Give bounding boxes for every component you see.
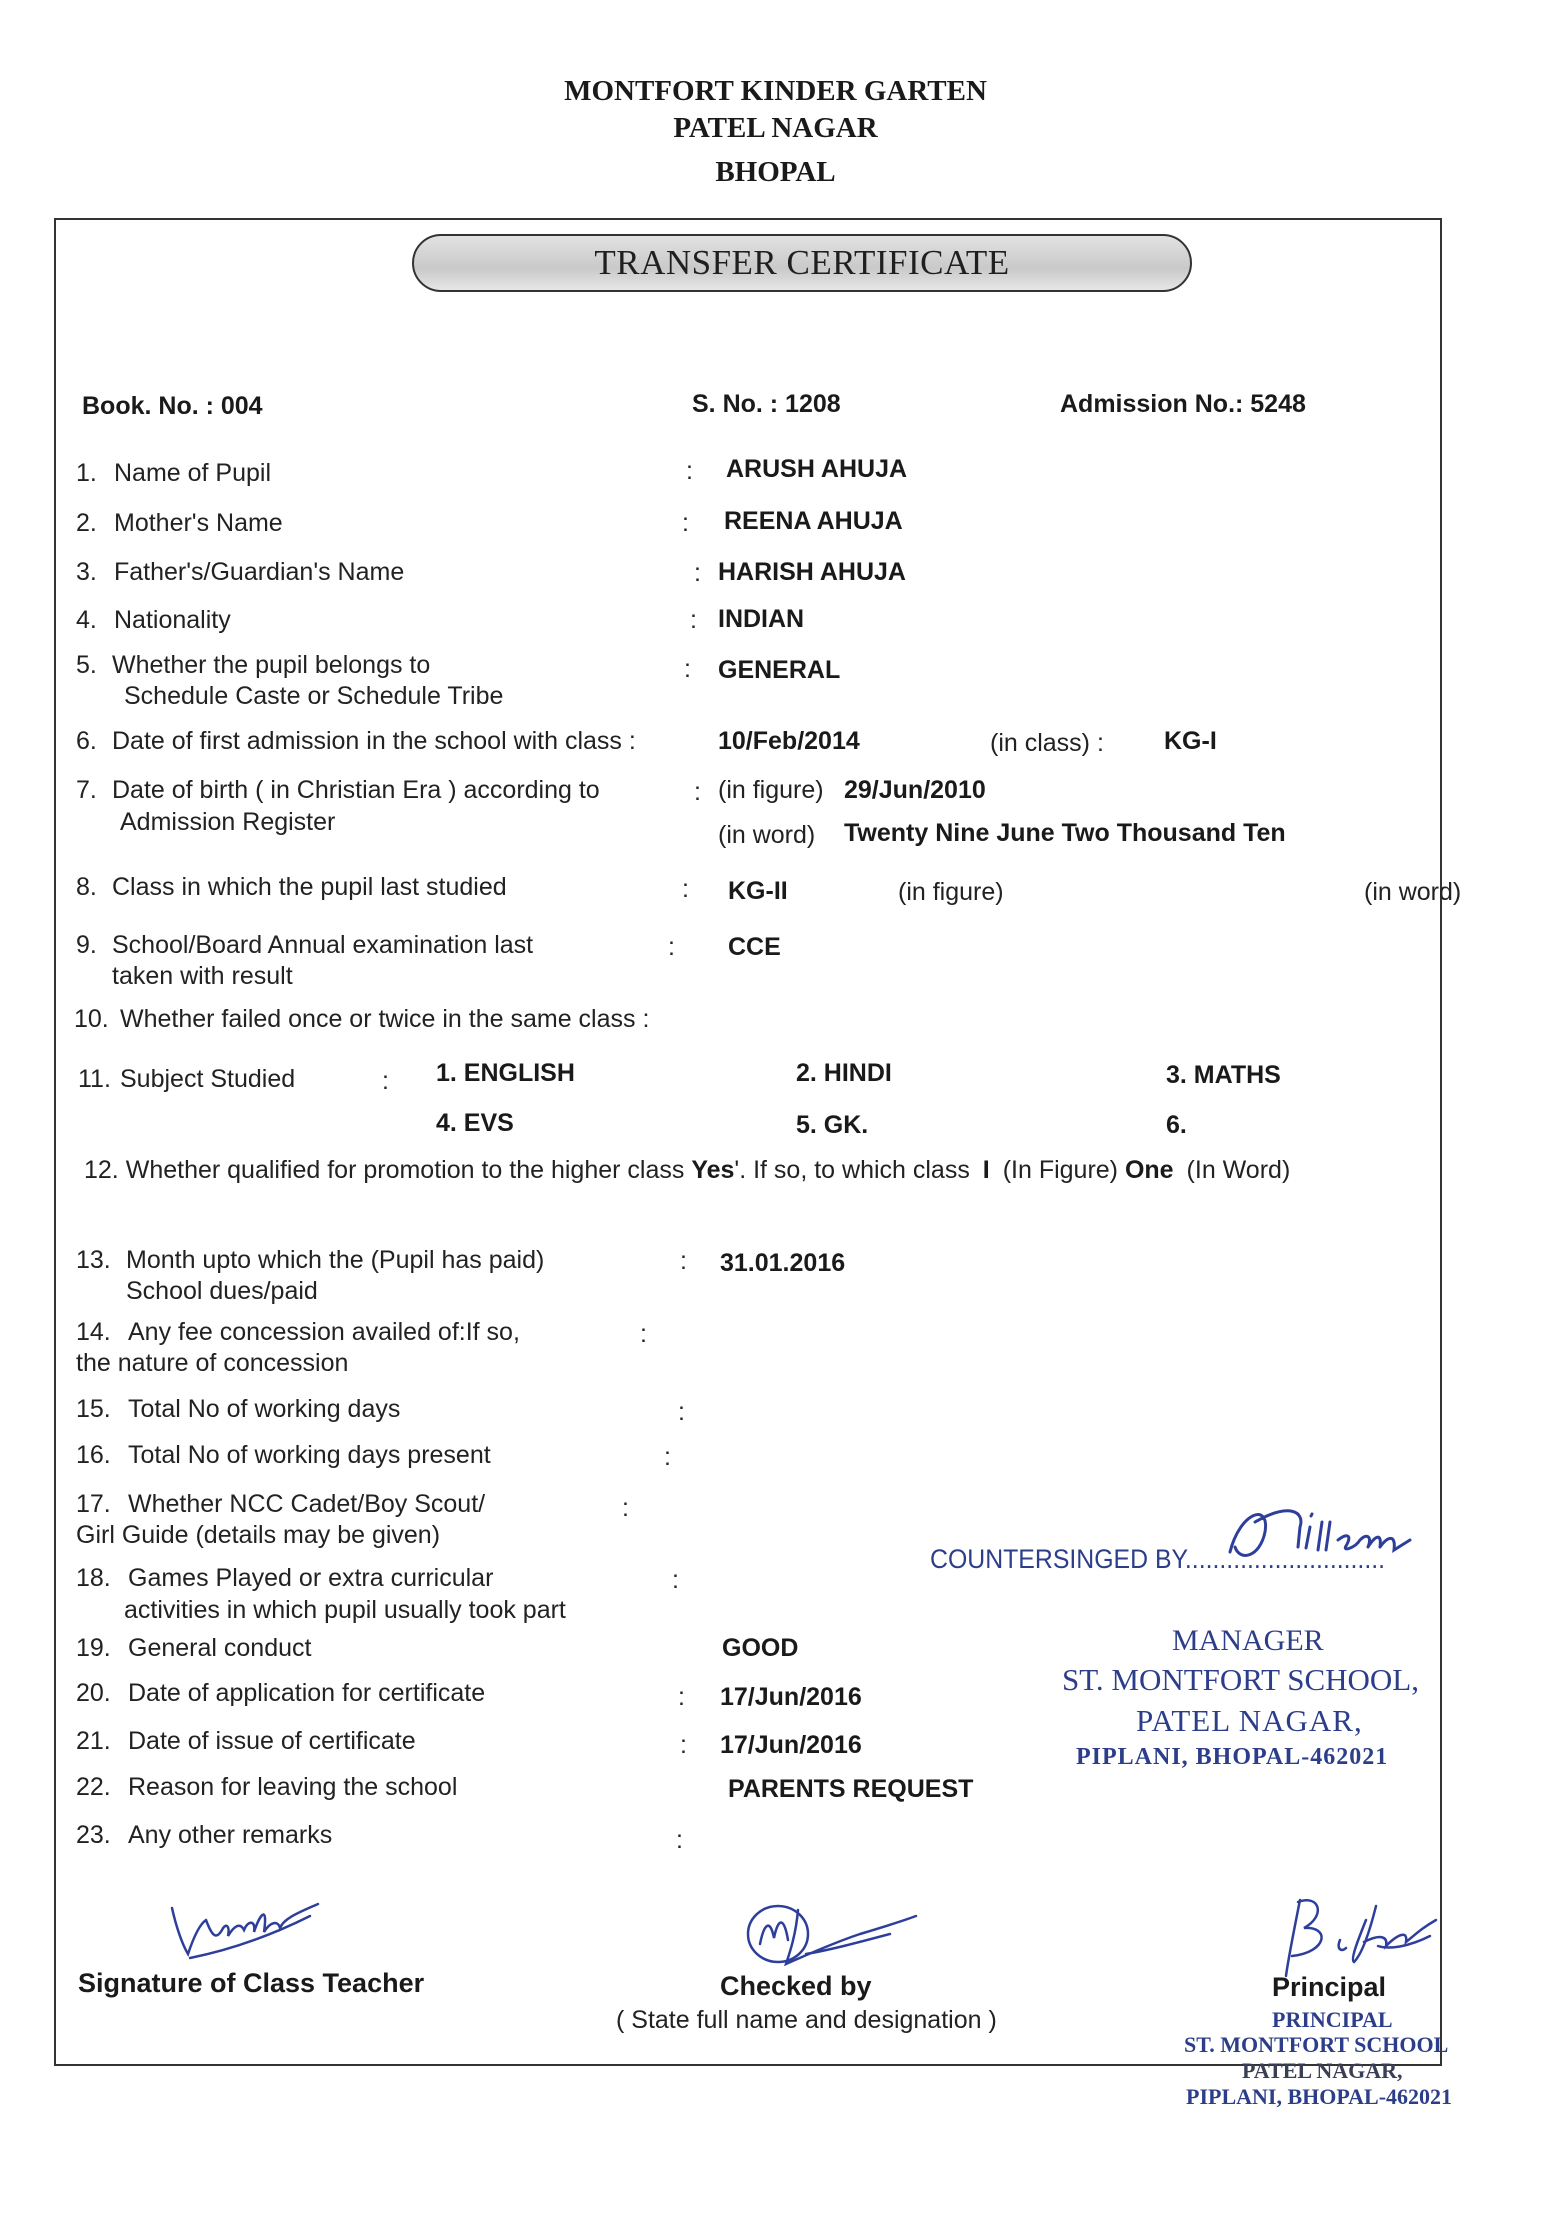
manager-stamp-title: MANAGER [1172,1624,1324,1657]
item-16-colon: : [664,1443,671,1471]
item-17-label-line2: Girl Guide (details may be given) [76,1521,441,1549]
item-7-number: 7. [76,776,97,804]
item-8-number: 8. [76,873,97,901]
item-15-label: Total No of working days [128,1395,401,1423]
subject-3: 3. MATHS [1166,1061,1281,1089]
principal-stamp-title: PRINCIPAL [1272,2007,1393,2032]
checked-by-signature [740,1894,920,1976]
item-3-label: Father's/Guardian's Name [114,558,405,586]
item-4-number: 4. [76,606,97,634]
guardian-name: HARISH AHUJA [718,558,906,586]
item-20-label: Date of application for certificate [128,1679,486,1707]
dob-in-figure-label: (in figure) [718,776,824,804]
item-10-label: Whether failed once or twice in the same class : [120,1005,650,1033]
mother-name: REENA AHUJA [724,507,903,535]
item-17-number: 17. [76,1490,111,1518]
principal-signature [1270,1890,1450,1980]
application-date: 17/Jun/2016 [720,1683,862,1711]
item-1-label: Name of Pupil [114,459,272,487]
item-16-number: 16. [76,1441,111,1469]
item-3-colon: : [694,559,701,587]
item-15-colon: : [678,1398,685,1426]
dues-paid-upto: 31.01.2016 [720,1249,846,1277]
admission-class: KG-I [1164,727,1217,755]
item-18-number: 18. [76,1564,111,1592]
class-teacher-signature-label: Signature of Class Teacher [78,1968,425,1998]
promotion-in-word-label: (In Word) [1186,1156,1291,1184]
last-class: KG-II [728,877,788,905]
item-4-colon: : [690,606,697,634]
principal-stamp-city: PIPLANI, BHOPAL-462021 [1186,2084,1453,2109]
promotion-class-word: One [1124,1156,1174,1184]
leaving-reason: PARENTS REQUEST [728,1775,974,1803]
item-1-number: 1. [76,459,97,487]
principal-stamp-school: ST. MONTFORT SCHOOL [1184,2032,1449,2057]
item-17-colon: : [622,1494,629,1522]
dob-in-word-label: (in word) [718,821,816,849]
category-value: GENERAL [718,656,841,684]
item-9-colon: : [668,933,675,961]
item-16-label: Total No of working days present [128,1441,491,1469]
item-9-number: 9. [76,931,97,959]
item-14-number: 14. [76,1318,111,1346]
serial-number: S. No. : 1208 [692,390,841,418]
item-20-number: 20. [76,1679,111,1707]
item-5-label: Whether the pupil belongs to [112,651,431,679]
item-22-number: 22. [76,1773,111,1801]
item-12-number: 12. [84,1156,119,1184]
admission-date: 10/Feb/2014 [718,727,860,755]
countersigned-stamp: COUNTERSINGED BY............................. [930,1544,1386,1574]
principal-label: Principal [1272,1972,1387,2002]
dob-figure: 29/Jun/2010 [844,776,986,804]
book-number: Book. No. : 004 [82,392,263,420]
item-21-label: Date of issue of certificate [128,1727,416,1755]
item-5-number: 5. [76,651,97,679]
school-area: PATEL NAGAR [673,112,878,144]
item-15-number: 15. [76,1395,111,1423]
item-18-label-line2: activities in which pupil usually took part [124,1596,566,1624]
dob-words: Twenty Nine June Two Thousand Ten [844,819,1286,847]
manager-stamp-school: ST. MONTFORT SCHOOL, [1062,1662,1419,1697]
item-9-label-line2: taken with result [112,962,293,990]
general-conduct: GOOD [722,1634,799,1662]
promotion-in-figure-label: (In Figure) [1002,1156,1119,1184]
item-14-label-line2: the nature of concession [76,1349,349,1377]
item-14-colon: : [640,1320,647,1348]
item-7-label: Date of birth ( in Christian Era ) according to [112,776,600,804]
item-19-label: General conduct [128,1634,312,1662]
item-2-label: Mother's Name [114,509,283,537]
item-18-label: Games Played or extra curricular [128,1564,494,1592]
item-19-number: 19. [76,1634,111,1662]
nationality-value: INDIAN [718,605,805,633]
item-12 [84,1156,1290,1185]
item-5-colon: : [684,655,691,683]
item-13-colon: : [680,1247,687,1275]
item-11-label: Subject Studied [120,1065,296,1093]
item-8-colon: : [682,875,689,903]
issue-date: 17/Jun/2016 [720,1731,862,1759]
item-17-label: Whether NCC Cadet/Boy Scout/ [128,1490,486,1518]
item-9-label: School/Board Annual examination last [112,931,534,959]
item-18-colon: : [672,1566,679,1594]
subject-5: 5. GK. [796,1111,869,1139]
item-13-label: Month upto which the (Pupil has paid) [126,1246,545,1274]
promotion-class-figure: I [982,1156,990,1184]
item-20-colon: : [678,1683,685,1711]
item-2-number: 2. [76,509,97,537]
item-3-number: 3. [76,558,97,586]
manager-signature [1210,1492,1420,1572]
admission-number: Admission No.: 5248 [1060,390,1306,418]
item-5-label-line2: Schedule Caste or Schedule Tribe [124,682,504,710]
item-13-label-line2: School dues/paid [126,1277,318,1305]
subject-4: 4. EVS [436,1109,514,1137]
item-13-number: 13. [76,1246,111,1274]
class-teacher-signature [160,1896,330,1968]
manager-stamp-area: PATEL NAGAR, [1136,1703,1363,1738]
item-2-colon: : [682,509,689,537]
subject-6: 6. [1166,1111,1187,1139]
item-1-colon: : [686,457,693,485]
pupil-name: ARUSH AHUJA [726,455,908,483]
item-8-label: Class in which the pupil last studied [112,873,507,901]
item-11-number: 11. [78,1065,111,1093]
subject-2: 2. HINDI [796,1059,892,1087]
subject-1: 1. ENGLISH [436,1059,575,1087]
in-class-label: (in class) : [990,729,1104,757]
item-23-colon: : [676,1826,683,1854]
item-10-number: 10. [74,1005,109,1033]
item-12-text-b: '. If so, to which class [734,1156,970,1184]
item-7-colon: : [694,778,701,806]
certificate-title: TRANSFER CERTIFICATE [412,234,1192,292]
item-6-label: Date of first admission in the school with class : [112,727,636,755]
item-21-colon: : [680,1731,687,1759]
item-4-label: Nationality [114,606,231,634]
item-11-colon: : [382,1067,389,1095]
class-in-figure-label: (in figure) [898,878,1004,906]
exam-result: CCE [728,933,781,961]
school-name: MONTFORT KINDER GARTEN [564,75,987,107]
item-22-label: Reason for leaving the school [128,1773,458,1801]
item-21-number: 21. [76,1727,111,1755]
item-7-label-line2: Admission Register [120,808,336,836]
promotion-answer: Yes [691,1156,735,1184]
class-in-word-label: (in word) [1364,878,1462,906]
item-14-label: Any fee concession availed of:If so, [128,1318,520,1346]
checked-by-label: Checked by [720,1971,872,2001]
school-city: BHOPAL [715,156,836,188]
item-23-label: Any other remarks [128,1821,333,1849]
item-23-number: 23. [76,1821,111,1849]
checked-by-note: ( State full name and designation ) [616,2006,997,2034]
principal-stamp-area: PATEL NAGAR, [1242,2058,1403,2083]
item-6-number: 6. [76,727,97,755]
manager-stamp-city: PIPLANI, BHOPAL-462021 [1076,1744,1389,1770]
item-12-text: Whether qualified for promotion to the higher class [125,1156,685,1184]
